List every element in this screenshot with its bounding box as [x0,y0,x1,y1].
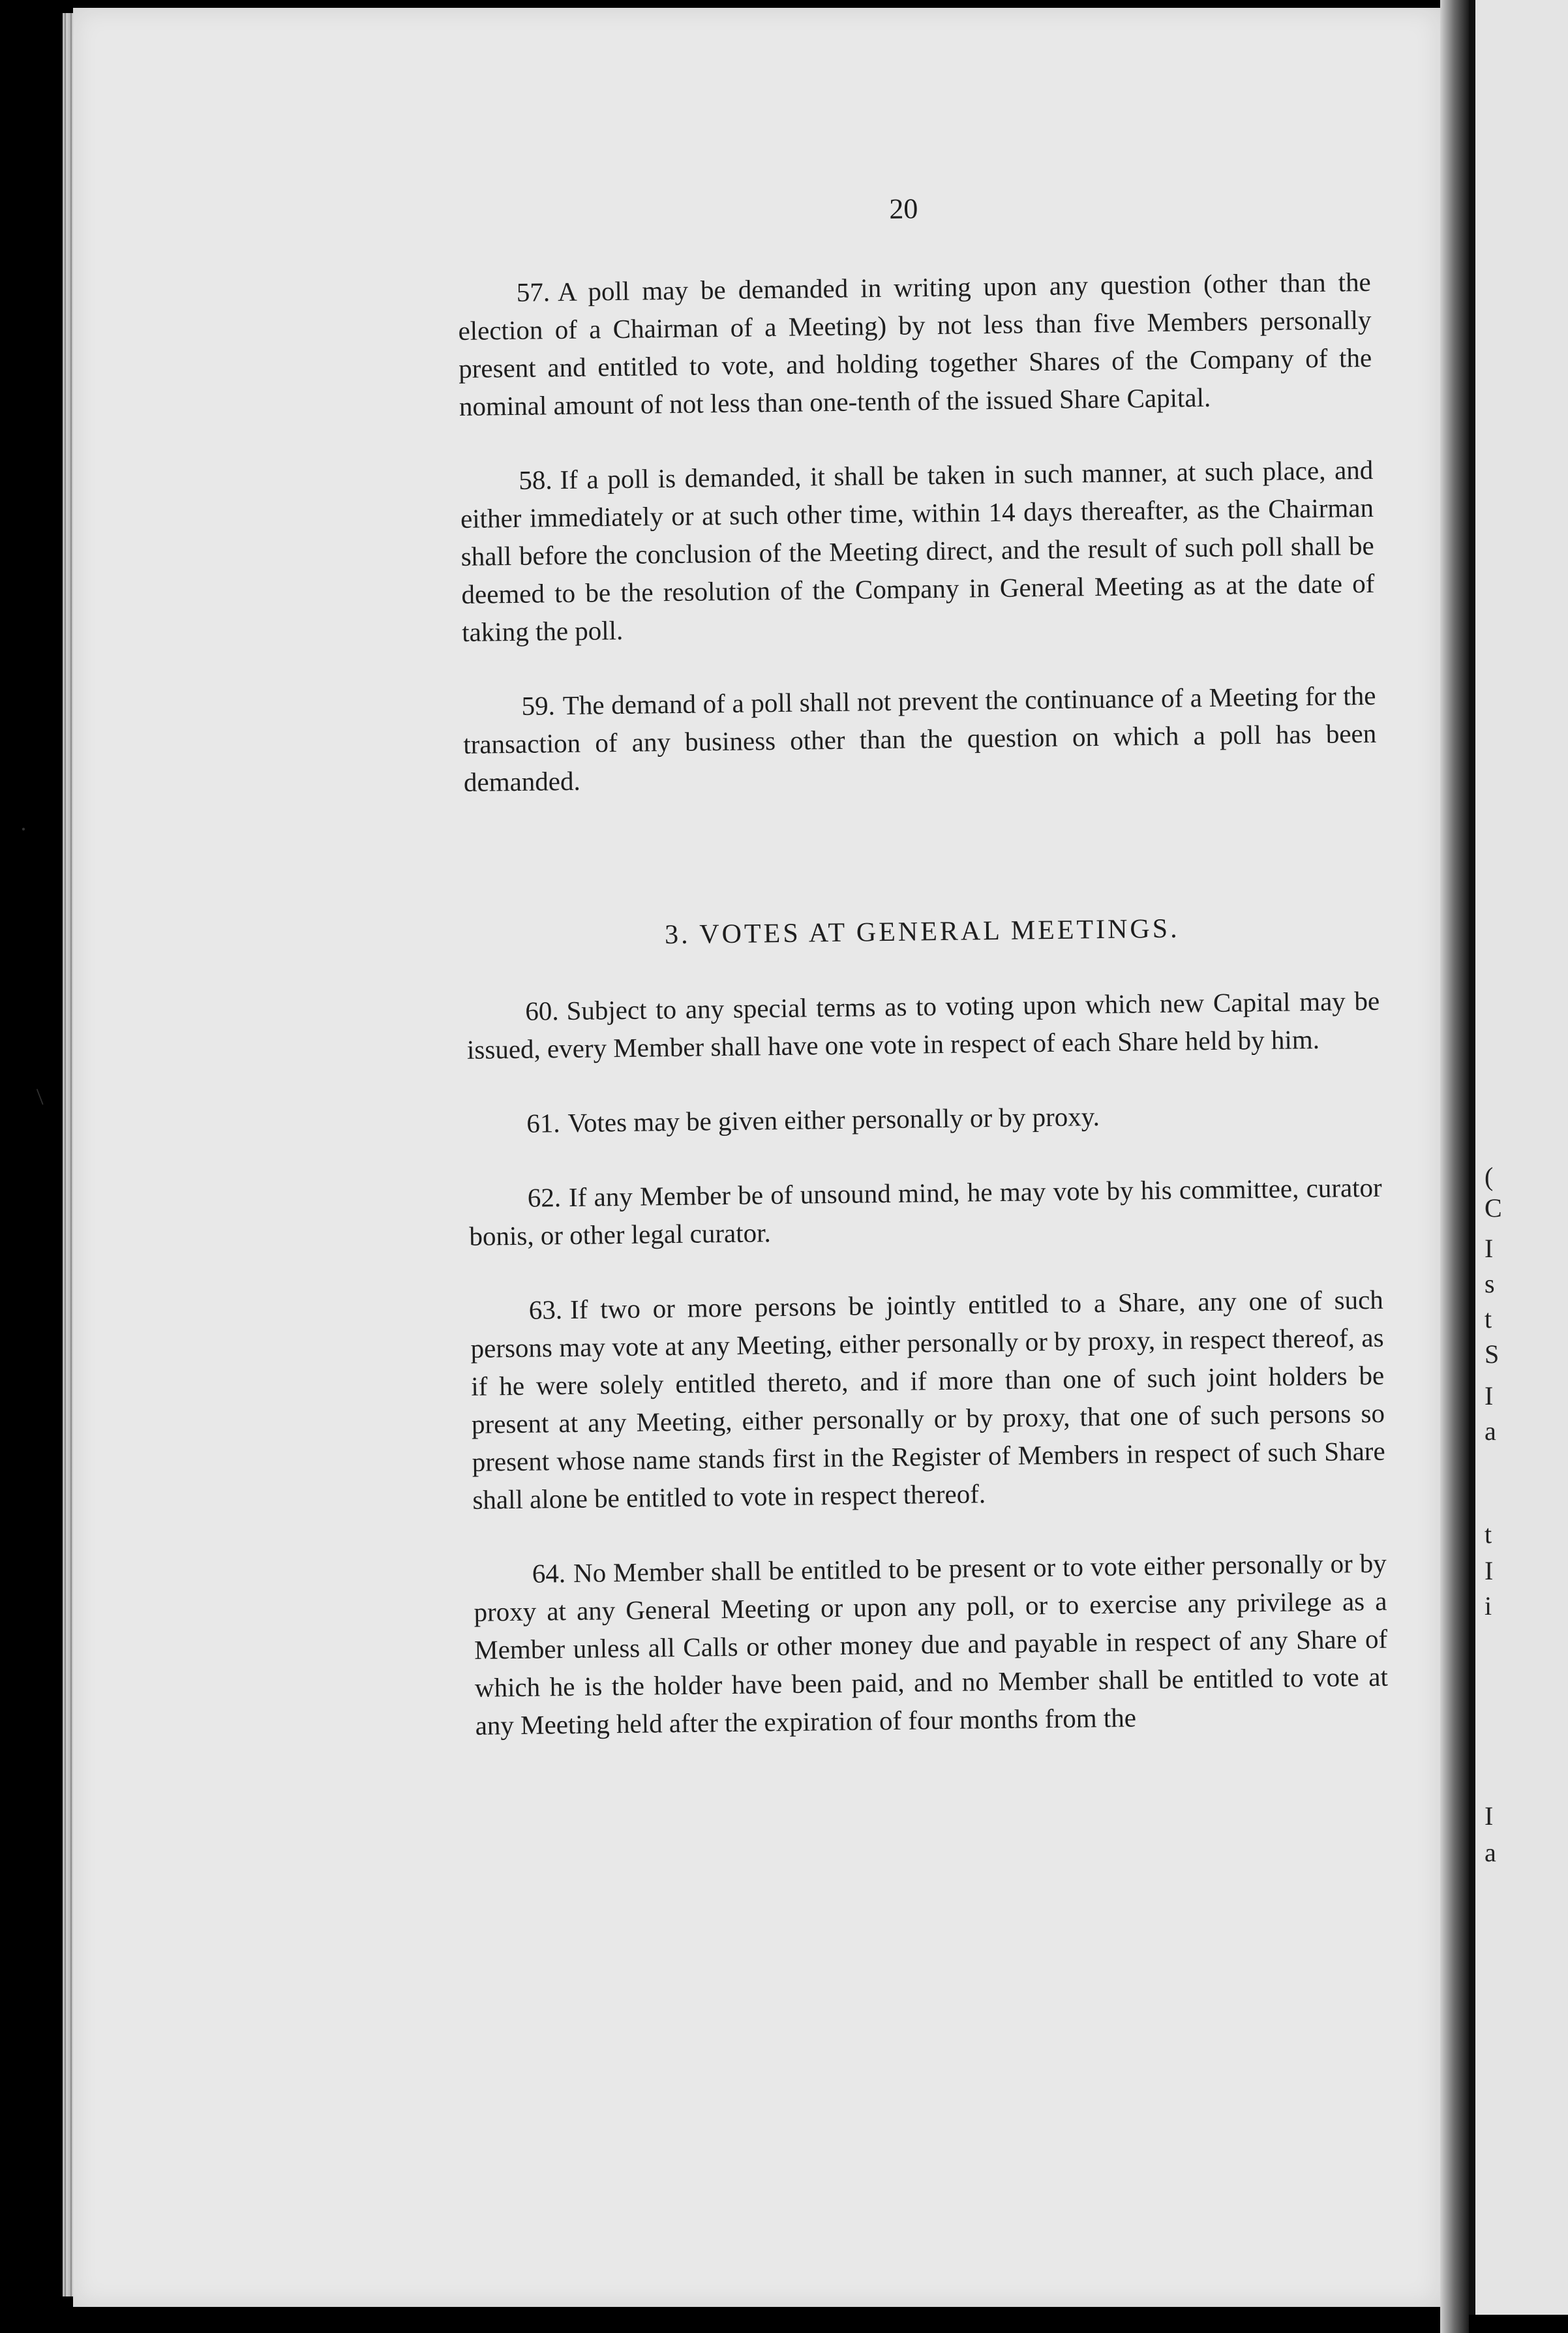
page-content [457,185,1389,1781]
next-page-fragment: a [1485,1416,1496,1446]
adjacent-page [1469,0,1568,2315]
section-heading: 3. VOTES AT GENERAL MEETINGS. [664,913,1180,951]
next-page-fragment: I [1485,1234,1494,1263]
article-number: 61. [526,1108,560,1138]
next-page-fragment: I [1485,1381,1494,1410]
next-page-fragment: t [1485,1304,1492,1334]
next-page-fragment: S [1485,1339,1500,1369]
margin-speck-icon: / [29,1084,51,1109]
next-page-fragment: I [1485,1801,1494,1831]
article-number: 57. [516,277,550,307]
next-page-fragment: I [1485,1556,1494,1585]
article-text: A poll may be demanded in writing upon any question (other than the election of a Chairman of a Meeting) by not less than five Members personally present and entitled to vote, and holding together Shares of the Company of the nominal amount of not less than one-tenth of the issued Share Capital. [458,266,1372,421]
next-page-fragment: ( [1485,1162,1494,1191]
article-number: 64. [532,1558,566,1589]
article-text: No Member shall be entitled to be present or to vote either personally or by proxy at any General Meeting or upon any poll, or to exercise any privilege as a Member unless all Calls or other money due and payable in respect of any Share of which he is the holder have been paid, and no Member shall be entitled to vote at any Meeting held after the expiration of four months from the [474,1548,1389,1741]
article-61 [468,1094,1381,1143]
next-page-fragment: C [1485,1193,1502,1223]
article-text: If a poll is demanded, it shall be taken in such manner, at such place, and either immediately or at such other time, within 14 days thereafter, as the Chairman shall before the conclusion of the Meeting direct, and the result of such poll shall be deemed to be the resolution of the Company in General Meeting as at the date of taking the poll. [460,454,1375,647]
margin-speck-icon: · [20,816,27,842]
next-page-fragment: i [1485,1591,1492,1621]
article-60 [466,982,1380,1069]
article-number: 58. [519,465,552,495]
next-page-fragment: a [1485,1838,1496,1867]
article-number: 59. [521,690,556,721]
article-text: Votes may be given either personally or by proxy. [567,1101,1100,1138]
page-number: 20 [888,192,918,225]
article-64 [473,1544,1388,1745]
article-text: The demand of a poll shall not prevent the continuance of a Meeting for the transaction of any business other than the question on which a poll has been demanded. [462,680,1377,797]
article-text: Subject to any special terms as to voting upon which new Capital may be issued, every Member shall have one vote in respect of each Share held by him. [466,985,1380,1065]
article-number: 63. [528,1294,563,1325]
article-62 [468,1168,1382,1255]
article-number: 62. [527,1182,562,1213]
article-57 [457,263,1372,425]
article-59 [462,677,1377,801]
next-page-fragment: s [1485,1269,1495,1298]
article-number: 60. [524,996,559,1026]
article-text: If any Member be of unsound mind, he may vote by his committee, curator bonis, or other legal curator. [469,1172,1382,1251]
next-page-fragment: t [1485,1519,1492,1549]
book-gutter [1440,0,1469,2333]
article-58 [460,451,1375,651]
article-text: If two or more persons be jointly entitled to a Share, any one of such persons may vote at any Meeting, either personally or by proxy, in respect thereof, as if he were solely entitled thereto, and if more than one of such joint holders be present at any Meeting, either personally or by proxy, that one of such persons so present whose name stands first in the Register of Members in respect of such Share shall alone be entitled to vote in respect thereof. [470,1284,1385,1515]
article-63 [470,1281,1386,1519]
